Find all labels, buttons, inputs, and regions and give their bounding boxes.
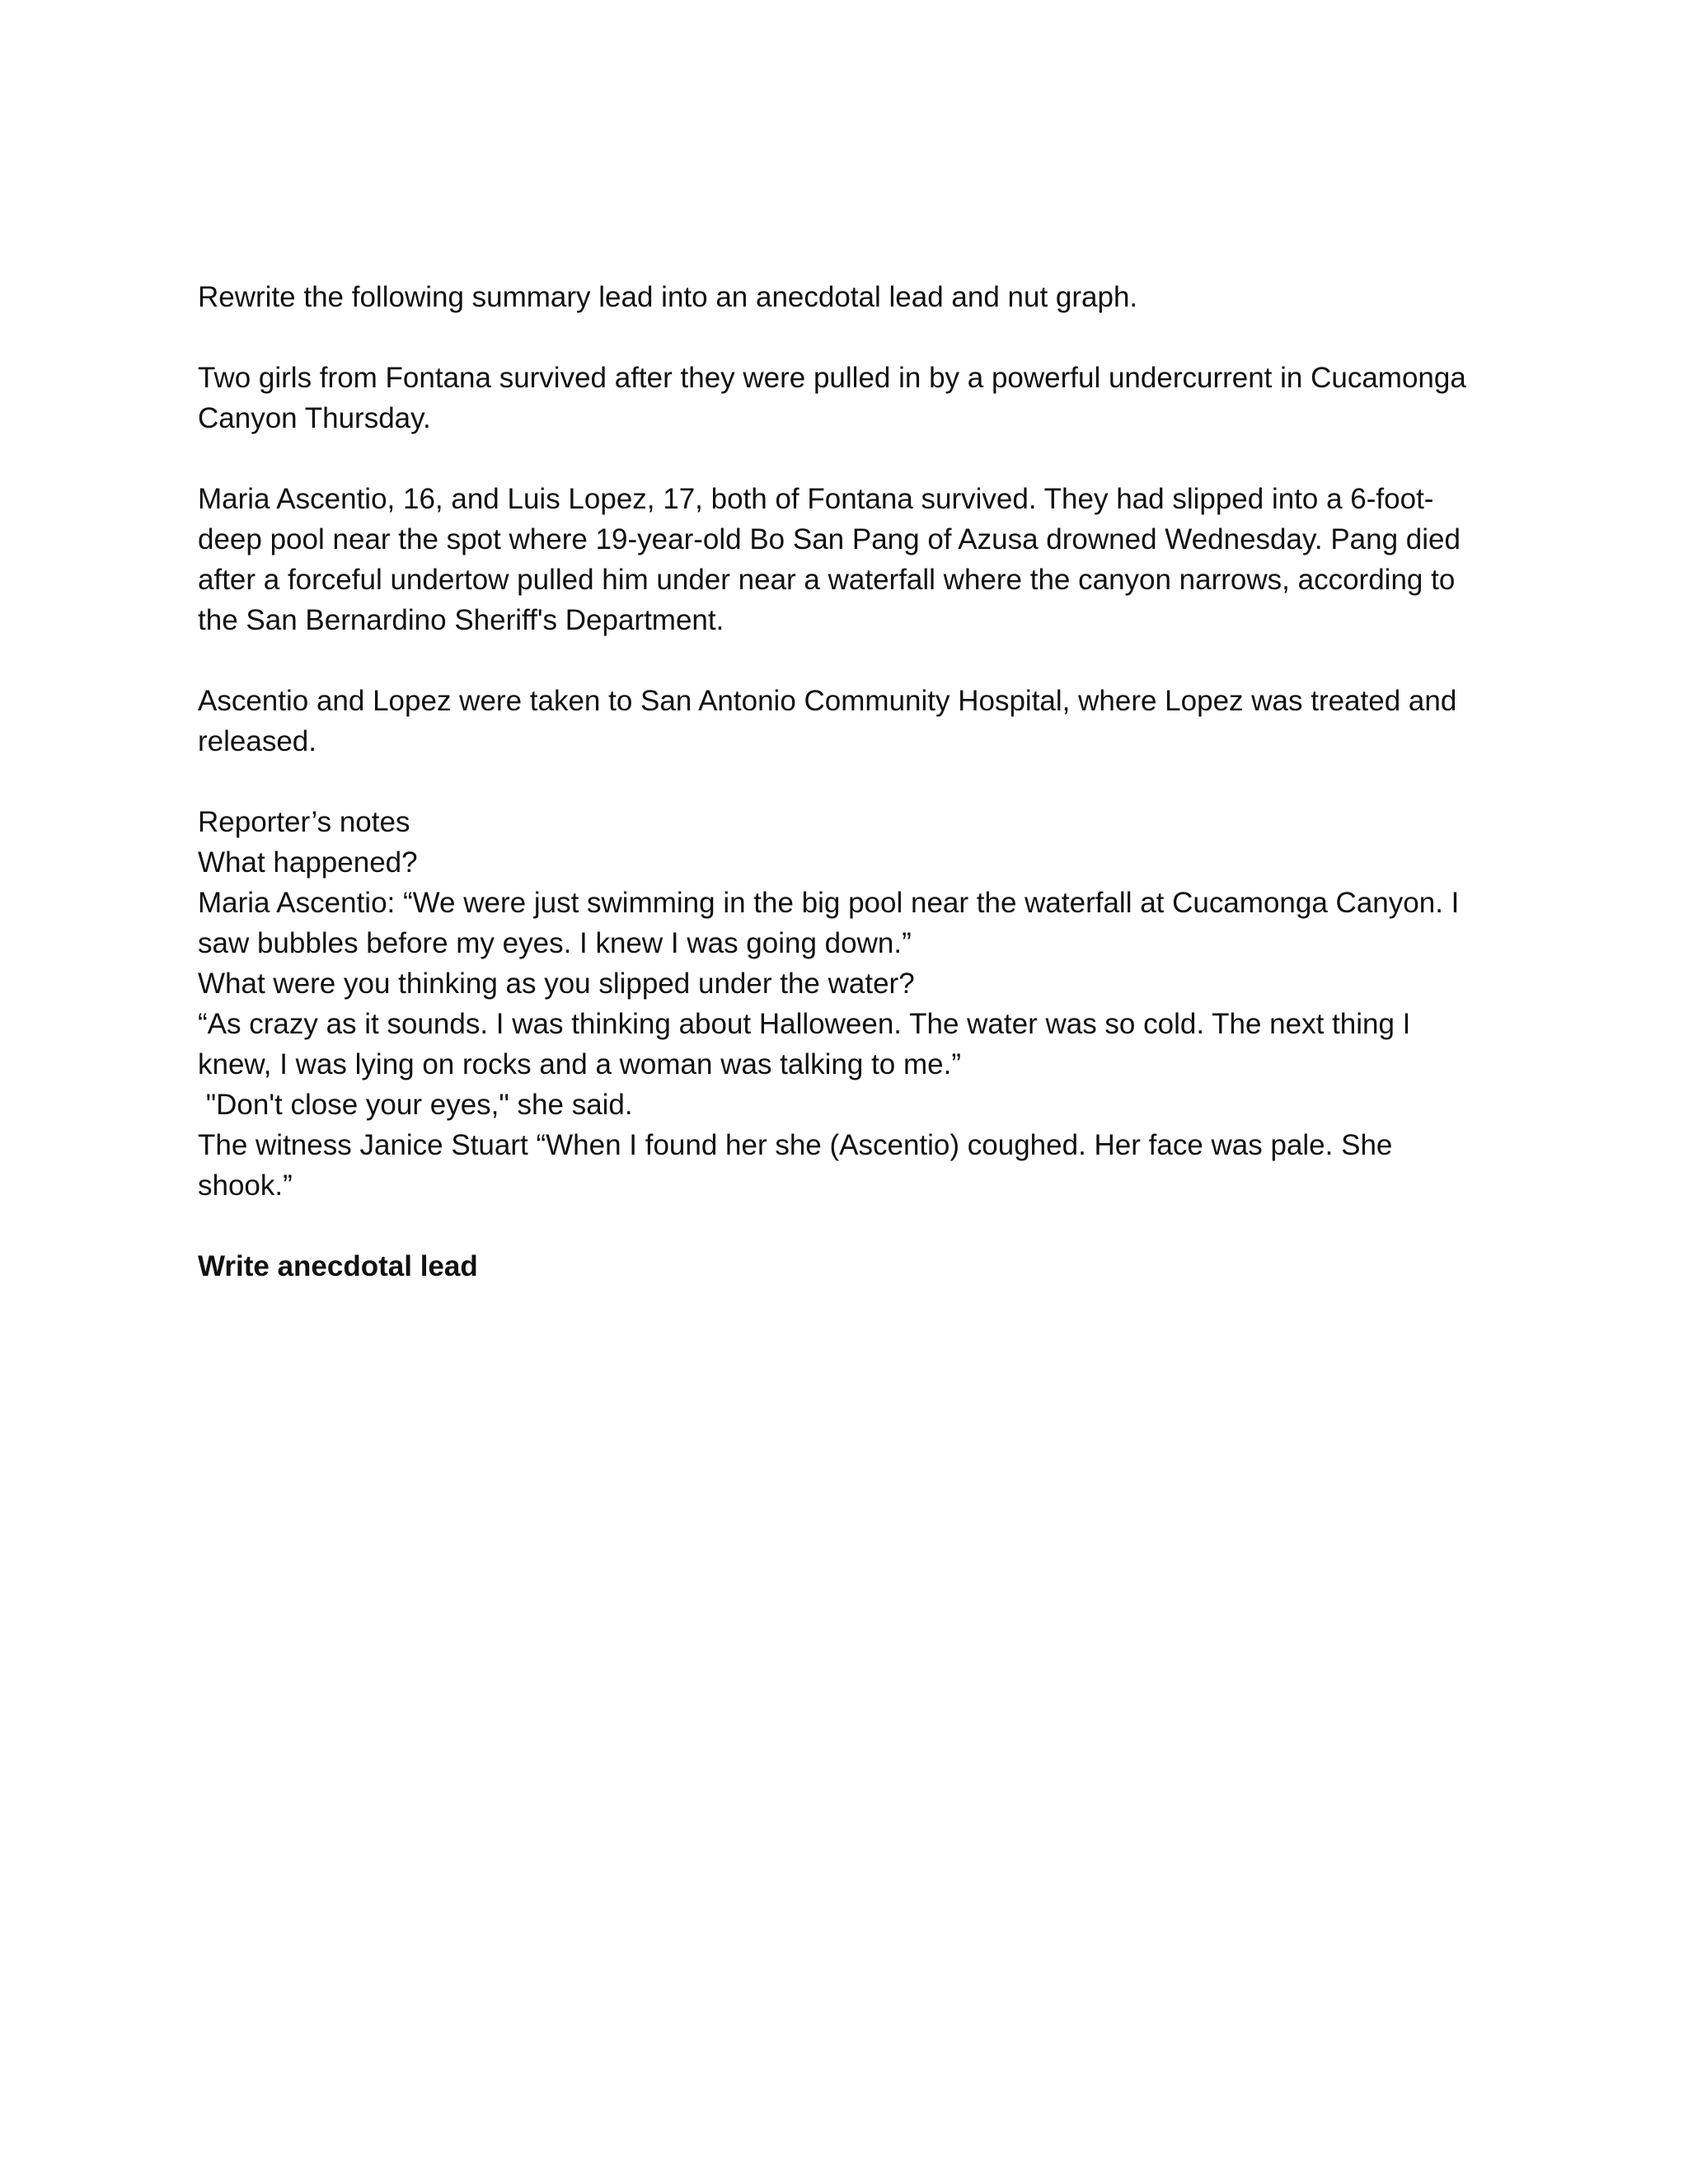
notes-question-thinking: What were you thinking as you slipped under the water? — [198, 968, 915, 1000]
summary-lead-paragraph: Two girls from Fontana survived after they were pulled in by a powerful undercurrent in Cucamonga Canyon Thursday. — [198, 362, 1466, 434]
reporters-notes — [198, 802, 1484, 1206]
instruction-text: Rewrite the following summary lead into an anecdotal lead and nut graph. — [198, 281, 1138, 313]
notes-quote-ascentio: Maria Ascentio: “We were just swimming in the big pool near the waterfall at Cucamonga Canyon. I saw bubbles before my eyes. I knew I was going down.” — [198, 887, 1468, 959]
notes-quote-halloween: “As crazy as it sounds. I was thinking about Halloween. The water was so cold. The next thing I knew, I was lying on rocks and a woman was talking to me.” — [198, 1008, 1419, 1080]
task-heading: Write anecdotal lead — [198, 1250, 478, 1282]
hospital-paragraph: Ascentio and Lopez were taken to San Antonio Community Hospital, where Lopez was treated and released. — [198, 685, 1457, 757]
notes-question-what-happened: What happened? — [198, 846, 418, 879]
details-paragraph: Maria Ascentio, 16, and Luis Lopez, 17, both of Fontana survived. They had slipped into a 6-foot-deep pool near the spot where 19-year-old Bo San Pang of Azusa drowned Wednesday. Pang died after a forceful undertow pulled him under near a waterfall where the canyon narrows, according to the San Bernardino Sheriff's Department. — [198, 483, 1461, 636]
notes-quote-dont-close-eyes: "Don't close your eyes," she said. — [198, 1089, 633, 1121]
notes-quote-witness: The witness Janice Stuart “When I found her she (Ascentio) coughed. Her face was pale. She shook.” — [198, 1129, 1401, 1202]
notes-heading: Reporter’s notes — [198, 806, 410, 838]
document-body — [198, 277, 1484, 1286]
